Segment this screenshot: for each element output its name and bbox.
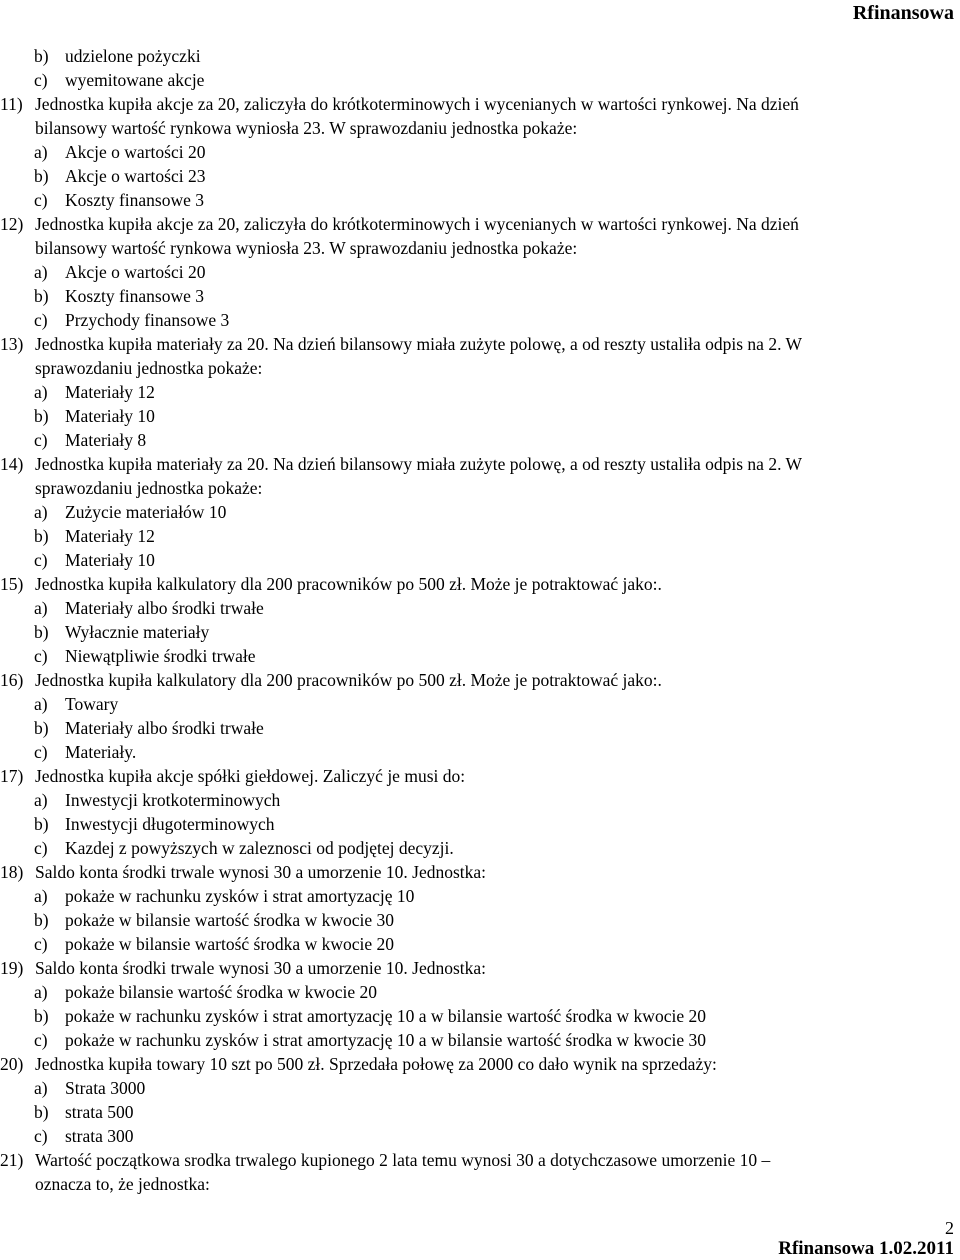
question-stem: [0, 1052, 958, 1076]
question-text-line: Jednostka kupiła akcje spółki giełdowej. Zaliczyć je musi do:: [35, 766, 466, 786]
option-label: c): [34, 742, 48, 762]
option-text: strata 500: [65, 1102, 134, 1122]
option-text: pokaże w bilansie wartość środka w kwocie 20: [65, 934, 394, 954]
question-text-line: Jednostka kupiła towary 10 szt po 500 zł. Sprzedała połowę za 2000 co dało wynik na sprzedaży:: [35, 1054, 717, 1074]
option-label: b): [34, 1006, 49, 1026]
option-label: a): [34, 1078, 48, 1098]
option-label: a): [34, 142, 48, 162]
question-text: [35, 860, 958, 884]
leading-options: [34, 44, 958, 92]
question: [0, 452, 958, 572]
option-text: Materiały 10: [65, 550, 155, 570]
option-label: a): [34, 694, 48, 714]
question-stem: [0, 92, 958, 140]
option-text: Inwestycji krotkoterminowych: [65, 790, 281, 810]
option-label: b): [34, 46, 49, 66]
answer-option: [34, 380, 958, 404]
option-label: b): [34, 166, 49, 186]
question-list: [0, 92, 958, 1196]
option-text: Inwestycji długoterminowych: [65, 814, 275, 834]
question: [0, 92, 958, 212]
answer-option: [34, 596, 958, 620]
option-text: pokaże bilansie wartość środka w kwocie 20: [65, 982, 377, 1002]
option-text: Materiały 12: [65, 382, 155, 402]
question-text: [35, 956, 958, 980]
question-stem: [0, 668, 958, 692]
option-text: pokaże w bilansie wartość środka w kwocie 30: [65, 910, 394, 930]
option-label: a): [34, 382, 48, 402]
option-text: Niewątpliwie środki trwałe: [65, 646, 256, 666]
option-label: a): [34, 982, 48, 1002]
option-text: pokaże w rachunku zysków i strat amortyzację 10: [65, 886, 415, 906]
answer-option: [34, 620, 958, 644]
answer-option: [34, 524, 958, 548]
answer-option: [34, 884, 958, 908]
question-stem: [0, 1148, 958, 1196]
page-number: 2: [945, 1218, 954, 1238]
question: [0, 212, 958, 332]
option-label: b): [34, 406, 49, 426]
answer-option: [34, 308, 958, 332]
question-text-line: Jednostka kupiła kalkulatory dla 200 pracowników po 500 zł. Może je potraktować jako:.: [35, 670, 662, 690]
question-text-line: Saldo konta środki trwale wynosi 30 a umorzenie 10. Jednostka:: [35, 862, 487, 882]
question-text-line: Saldo konta środki trwale wynosi 30 a umorzenie 10. Jednostka:: [35, 958, 487, 978]
option-text: Akcje o wartości 20: [65, 262, 206, 282]
question: [0, 1052, 958, 1148]
option-label: b): [34, 622, 49, 642]
question-number: 20): [0, 1054, 24, 1074]
option-label: a): [34, 502, 48, 522]
question-stem: [0, 956, 958, 980]
option-text: Towary: [65, 694, 119, 714]
question-stem: [0, 764, 958, 788]
option-text: udzielone pożyczki: [65, 46, 201, 66]
option-text: Materiały albo środki trwałe: [65, 598, 264, 618]
question-text-line: Jednostka kupiła materiały za 20. Na dzień bilansowy miała zużyte polowę, a od reszty ustaliła odpis na 2. W: [35, 334, 803, 354]
answer-option: [34, 1100, 958, 1124]
question: [0, 572, 958, 668]
answer-option: [34, 164, 958, 188]
question: [0, 1148, 958, 1196]
answer-option: [34, 932, 958, 956]
question-text-line: Jednostka kupiła kalkulatory dla 200 pracowników po 500 zł. Może je potraktować jako:.: [35, 574, 662, 594]
question-text: [35, 1148, 958, 1196]
question-stem: [0, 572, 958, 596]
option-label: c): [34, 310, 48, 330]
option-label: c): [34, 1126, 48, 1146]
answer-option: [34, 644, 958, 668]
question-text-line: bilansowy wartość rynkowa wyniosła 23. W sprawozdaniu jednostka pokaże:: [35, 238, 578, 258]
question-number: 18): [0, 862, 24, 882]
document-body: [0, 44, 958, 1196]
question-text: [35, 332, 958, 380]
question: [0, 332, 958, 452]
running-header: Rfinansowa: [852, 2, 954, 24]
option-text: Zużycie materiałów 10: [65, 502, 227, 522]
option-text: Materiały 8: [65, 430, 147, 450]
answer-option: [34, 908, 958, 932]
question-number: 11): [0, 94, 23, 114]
answer-option: [34, 188, 958, 212]
answer-option: [34, 812, 958, 836]
answer-option: [34, 548, 958, 572]
question-text-line: Jednostka kupiła akcje za 20, zaliczyła do krótkoterminowych i wycenianych w wartości rynkowej. Na dzień: [35, 94, 799, 114]
question-text-line: Wartość początkowa srodka trwalego kupionego 2 lata temu wynosi 30 a dotychczasowe umorzenie 10 –: [35, 1150, 771, 1170]
option-label: a): [34, 598, 48, 618]
option-text: Materiały.: [65, 742, 137, 762]
question-text: [35, 572, 958, 596]
option-text: Wyłacznie materiały: [65, 622, 210, 642]
option-label: b): [34, 286, 49, 306]
question-text: [35, 668, 958, 692]
question-number: 12): [0, 214, 24, 234]
option-label: c): [34, 838, 48, 858]
answer-option: [34, 284, 958, 308]
option-label: a): [34, 262, 48, 282]
option-text: Strata 3000: [65, 1078, 146, 1098]
answer-option: [34, 1004, 958, 1028]
question-stem: [0, 452, 958, 500]
question-text-line: bilansowy wartość rynkowa wyniosła 23. W sprawozdaniu jednostka pokaże:: [35, 118, 578, 138]
question-text: [35, 212, 958, 260]
question-text-line: oznacza to, że jednostka:: [35, 1174, 210, 1194]
question-text: [35, 764, 958, 788]
question-text: [35, 92, 958, 140]
option-label: c): [34, 430, 48, 450]
question-text: [35, 1052, 958, 1076]
answer-option: [34, 836, 958, 860]
question-number: 19): [0, 958, 24, 978]
option-text: pokaże w rachunku zysków i strat amortyzację 10 a w bilansie wartość środka w kwocie 20: [65, 1006, 706, 1026]
question: [0, 860, 958, 956]
option-label: a): [34, 790, 48, 810]
answer-option: [34, 500, 958, 524]
question-stem: [0, 212, 958, 260]
answer-option: [34, 716, 958, 740]
option-label: c): [34, 70, 48, 90]
question-number: 13): [0, 334, 24, 354]
option-label: c): [34, 646, 48, 666]
option-label: c): [34, 934, 48, 954]
question: [0, 764, 958, 860]
answer-option: [34, 740, 958, 764]
question-stem: [0, 332, 958, 380]
answer-option: [34, 404, 958, 428]
question-number: 15): [0, 574, 24, 594]
question-number: 17): [0, 766, 24, 786]
question-text-line: sprawozdaniu jednostka pokaże:: [35, 478, 263, 498]
question-number: 21): [0, 1150, 24, 1170]
option-text: Kazdej z powyższych w zaleznosci od podjętej decyzji.: [65, 838, 454, 858]
question-text-line: sprawozdaniu jednostka pokaże:: [35, 358, 263, 378]
option-label: b): [34, 814, 49, 834]
question: [0, 668, 958, 764]
answer-option: [34, 44, 958, 68]
option-text: Akcje o wartości 20: [65, 142, 206, 162]
option-label: b): [34, 526, 49, 546]
answer-option: [34, 1028, 958, 1052]
option-label: c): [34, 550, 48, 570]
option-text: Przychody finansowe 3: [65, 310, 230, 330]
option-label: c): [34, 1030, 48, 1050]
question-text-line: Jednostka kupiła materiały za 20. Na dzień bilansowy miała zużyte polowę, a od reszty ustaliła odpis na 2. W: [35, 454, 803, 474]
option-text: Koszty finansowe 3: [65, 286, 205, 306]
footer-title: Rfinansowa 1.02.2011: [778, 1238, 954, 1259]
answer-option: [34, 260, 958, 284]
option-text: wyemitowane akcje: [65, 70, 205, 90]
answer-option: [34, 980, 958, 1004]
answer-option: [34, 140, 958, 164]
option-label: c): [34, 190, 48, 210]
option-text: pokaże w rachunku zysków i strat amortyzację 10 a w bilansie wartość środka w kwocie 30: [65, 1030, 706, 1050]
answer-option: [34, 1076, 958, 1100]
question: [0, 956, 958, 1052]
question-number: 16): [0, 670, 24, 690]
answer-option: [34, 1124, 958, 1148]
option-text: strata 300: [65, 1126, 134, 1146]
question-text: [35, 452, 958, 500]
option-label: b): [34, 718, 49, 738]
answer-option: [34, 428, 958, 452]
option-text: Koszty finansowe 3: [65, 190, 205, 210]
question-number: 14): [0, 454, 24, 474]
answer-option: [34, 692, 958, 716]
answer-option: [34, 788, 958, 812]
option-text: Materiały albo środki trwałe: [65, 718, 264, 738]
question-stem: [0, 860, 958, 884]
answer-option: [34, 68, 958, 92]
option-label: b): [34, 910, 49, 930]
option-text: Materiały 12: [65, 526, 155, 546]
question-text-line: Jednostka kupiła akcje za 20, zaliczyła do krótkoterminowych i wycenianych w wartości rynkowej. Na dzień: [35, 214, 799, 234]
option-label: a): [34, 886, 48, 906]
option-label: b): [34, 1102, 49, 1122]
option-text: Akcje o wartości 23: [65, 166, 206, 186]
option-text: Materiały 10: [65, 406, 155, 426]
